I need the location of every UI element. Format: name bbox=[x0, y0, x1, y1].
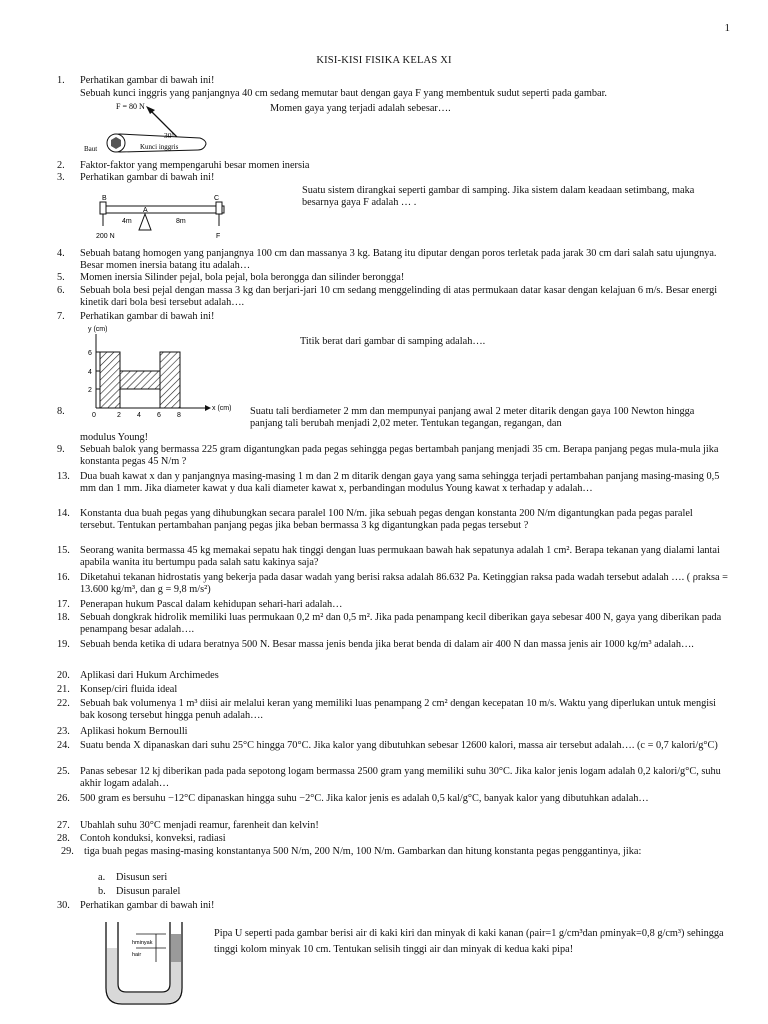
centroid-figure bbox=[80, 322, 240, 418]
question-2: 2. Faktor-faktor yang mempengaruhi besar momen inersia bbox=[57, 160, 310, 171]
wrench-figure bbox=[82, 100, 222, 162]
fig1-force-label: F = 80 N bbox=[116, 102, 145, 111]
question-22: 22. Sebuah bak volumenya 1 m³ diisi air melalui keran yang memiliki luas penampang 2 cm² dengan kecepatan 10 m/s. Waktu yang diperlukan untuk mengisi bak kosong tersebut hingga penuh adalah…. bbox=[57, 698, 716, 721]
question-20: 20. Aplikasi dari Hukum Archimedes bbox=[57, 670, 219, 681]
document-title: KISI-KISI FISIKA KELAS XI bbox=[316, 55, 452, 66]
question-17: 17. Penerapan hukum Pascal dalam kehidupan sehari-hari adalah… bbox=[57, 599, 343, 610]
fig3-force: F bbox=[216, 233, 221, 240]
fig7-xtick-6: 6 bbox=[157, 412, 161, 418]
question-3: 3. Perhatikan gambar di bawah ini! bbox=[57, 172, 215, 183]
question-1-body: Sebuah kunci inggris yang panjangnya 40 cm sedang memutar baut dengan gaya F yang membentuk sudut seperti pada gambar. bbox=[80, 88, 608, 99]
question-27: 27. Ubahlah suhu 30°C menjadi reamur, farenheit dan kelvin! bbox=[57, 820, 319, 831]
fig7-xtick-2: 2 bbox=[117, 412, 121, 418]
fig7-xtick-0: 0 bbox=[92, 412, 96, 418]
u-tube-figure bbox=[96, 912, 196, 1008]
question-24: 24. Suatu benda X dipanaskan dari suhu 25°C hingga 70°C. Jika kalor yang dibutuhkan sebesar 12600 kalori, massa air tersebut adalah…. (c = 0,7 kalori/g°C) bbox=[57, 740, 718, 751]
fig7-xtick-4: 4 bbox=[137, 412, 141, 418]
fig7-xtick-8: 8 bbox=[177, 412, 181, 418]
fig30-h-minyak: hminyak bbox=[132, 940, 153, 946]
question-23: 23. Aplikasi hokum Bernoulli bbox=[57, 726, 188, 737]
option-a: a. Disusun seri bbox=[98, 872, 168, 883]
question-3-side-text: Suatu sistem dirangkai seperti gambar di samping. Jika sistem dalam keadaan setimbang, maka besarnya gaya F adalah … . bbox=[302, 185, 695, 208]
question-29: 29. tiga buah pegas masing-masing konstantanya 500 N/m, 200 N/m, 100 N/m. Gambarkan dan hitung konstanta pegas penggantinya, jika: bbox=[61, 846, 642, 857]
question-21: 21. Konsep/ciri fluida ideal bbox=[57, 684, 178, 695]
question-4: 4. Sebuah batang homogen yang panjangnya 100 cm dan massanya 3 kg. Batang itu diputar dengan poros terletak pada jarak 30 cm dari salah satu ujungnya. Besar momen inersia batang itu adalah… bbox=[57, 248, 717, 271]
page-number: 1 bbox=[724, 22, 730, 34]
fig7-ytick-4: 4 bbox=[88, 369, 92, 376]
fig1-angle-label: 30° bbox=[164, 131, 175, 140]
fig3-label-c: C bbox=[214, 195, 220, 202]
lever-figure bbox=[92, 192, 232, 242]
question-19: 19. Sebuah benda ketika di udara beratnya 500 N. Besar massa jenis benda jika berat benda di dalam air 400 N dan massa jenis air 1000 kg/m³ adalah…. bbox=[57, 639, 694, 650]
fig3-label-b: B bbox=[102, 195, 107, 202]
question-1: 1. Perhatikan gambar di bawah ini! bbox=[57, 75, 215, 86]
fig7-ytick-2: 2 bbox=[88, 387, 92, 394]
fig7-ytick-6: 6 bbox=[88, 350, 92, 357]
fig7-xlabel: x (cm) bbox=[212, 405, 232, 412]
question-14: 14. Konstanta dua buah pegas yang dihubungkan secara paralel 100 N/m. jika sebuah pegas dengan konstanta 200 N/m digantungkan pada pegas paralel tersebut. Tentukan pertambahan panjang pegas jika beban bermassa 3 kg digantungkan pada pegas tersebut ? bbox=[57, 508, 693, 531]
fig3-load: 200 N bbox=[96, 233, 115, 240]
fig3-label-a: A bbox=[143, 207, 148, 214]
question-1-side-text: Momen gaya yang terjadi adalah sebesar…. bbox=[270, 103, 451, 114]
fig3-d1: 4m bbox=[122, 218, 132, 225]
question-8-text: Suatu tali berdiameter 2 mm dan mempunyai panjang awal 2 meter ditarik dengan gaya 100 Newton hingga panjang tali berubah menjadi 2,02 meter. Tentukan tegangan, regangan, dan bbox=[250, 406, 695, 429]
fig7-ylabel: y (cm) bbox=[88, 326, 108, 333]
option-b: b. Disusun paralel bbox=[98, 886, 181, 897]
question-28: 28. Contoh konduksi, konveksi, radiasi bbox=[57, 833, 226, 844]
question-5: 5. Momen inersia Silinder pejal, bola pejal, bola berongga dan silinder berongga! bbox=[57, 272, 405, 283]
question-30: 30. Perhatikan gambar di bawah ini! bbox=[57, 900, 215, 911]
question-26: 26. 500 gram es bersuhu −12°C dipanaskan hingga suhu −2°C. Jika kalor jenis es adalah 0,5 kal/g°C, banyak kalor yang dibutuhkan adalah… bbox=[57, 793, 649, 804]
question-8-continuation: modulus Young! bbox=[80, 432, 149, 443]
fig30-h-air: hair bbox=[132, 952, 142, 958]
question-18: 18. Sebuah dongkrak hidrolik memiliki luas permukaan 0,2 m² dan 0,5 m². Jika pada penampang kecil diberikan gaya sebesar 400 N, gaya yang diberikan pada penampang besar adalah…. bbox=[57, 612, 722, 635]
fig1-bolt-label: Baut bbox=[84, 145, 98, 153]
question-16: 16. Diketahui tekanan hidrostatis yang bekerja pada dasar wadah yang berisi raksa adalah 86.632 Pa. Ketinggian raksa pada wadah tersebut adalah …. ( ρraksa = 13.600 kg/m³, dan g = 9,8 m/s²) bbox=[57, 572, 728, 595]
question-7: 7. Perhatikan gambar di bawah ini! bbox=[57, 311, 215, 322]
question-7-side-text: Titik berat dari gambar di samping adalah…. bbox=[300, 336, 486, 347]
question-6: 6. Sebuah bola besi pejal dengan massa 3 kg dan berjari-jari 10 cm sedang menggelinding di atas permukaan datar kasar dengan kelajuan 6 m/s. Besar energi kinetik dari bola besi tersebut adalah…. bbox=[57, 285, 718, 308]
fig3-d2: 8m bbox=[176, 218, 186, 225]
question-13: 13. Dua buah kawat x dan y panjangnya masing-masing 1 m dan 2 m ditarik dengan gaya yang sama sehingga terjadi pertambahan panjang masing-masing 0,5 mm dan 1 mm. Jika diameter kawat y dua kali diameter kawat x, perbandingan modulus Young kawat x terhadap y adalah… bbox=[57, 471, 720, 494]
question-25: 25. Panas sebesar 12 kj diberikan pada pada sepotong logam bermassa 2500 gram yang memiliki suhu 30°C. Jika kalor jenis logam adalah 0,2 kalori/g°C, suhu akhir logam adalah… bbox=[57, 766, 721, 789]
question-9: 9. Sebuah balok yang bermassa 225 gram digantungkan pada pegas sehingga pegas bertambah panjang menjadi 35 cm. Berapa panjang pegas mula-mula jika konstanta pegas 45 N/m ? bbox=[57, 444, 719, 467]
fig1-wrench-label: Kunci inggris bbox=[140, 143, 179, 151]
question-15: 15. Seorang wanita bermassa 45 kg memakai sepatu hak tinggi dengan luas permukaan bawah hak sepatunya adalah 1 cm². Berapa tekanan yang dialami lantai apabila wanita itu bertumpu pada salah satu kakinya saja? bbox=[57, 545, 720, 568]
question-30-side-text: Pipa U seperti pada gambar berisi air di kaki kiri dan minyak di kaki kanan (ρair=1 g/cm³dan ρminyak=0,8 g/cm³) sehingga tinggi kolom minyak 10 cm. Tentukan selisih tinggi air dan minyak di kedua kaki pipa! bbox=[214, 928, 724, 955]
